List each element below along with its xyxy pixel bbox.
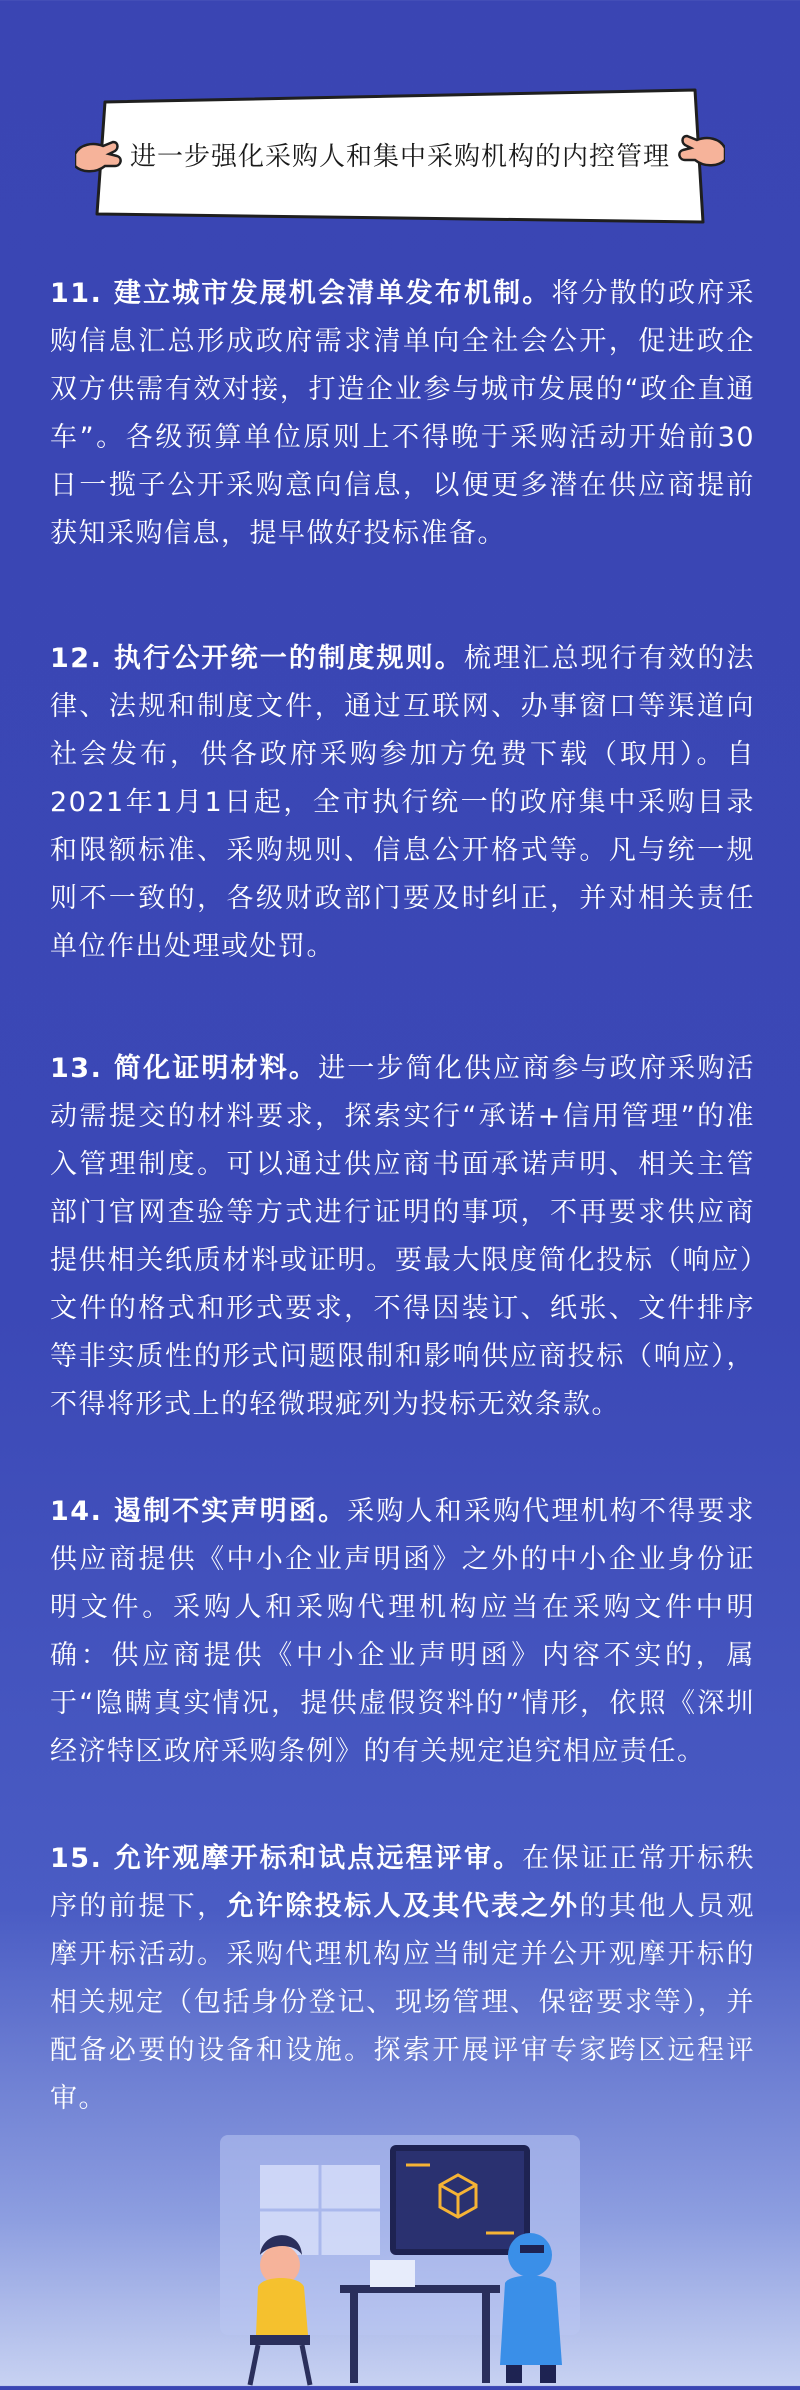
section-12 [50,635,755,971]
banner-title: 进一步强化采购人和集中采购机构的内控管理 [129,142,670,172]
section-13 [50,1045,755,1429]
section-15 [50,1835,755,2123]
section-body: 梳理汇总现行有效的法律、法规和制度文件，通过互联网、办事窗口等渠道向社会发布，供各政府采购参加方免费下载（取用）。自2021年1月1日起，全市执行统一的政府集中采购目录和限额标准、采购规则、信息公开格式等。凡与统一规则不一致的，各级财政部门要及时纠正，并对相关责任单位作出处理或处罚。 [50,643,756,962]
section-heading: 11. 建立城市发展机会清单发布机制。 [50,278,552,309]
section-heading: 13. 简化证明材料。 [50,1053,319,1084]
section-body: 进一步简化供应商参与政府采购活动需提交的材料要求，探索实行“承诺+信用管理”的准入管理制度。可以通过供应商书面承诺声明、相关主管部门官网查验等方式进行证明的事项，不再要求供应商提供相关纸质材料或证明。要最大限度简化投标（响应）文件的格式和形式要求，不得因装订、纸张、文件排序等非实质性的形式问题限制和影响供应商投标（响应），不得将形式上的轻微瑕疵列为投标无效条款。 [50,1053,756,1420]
section-14 [50,1488,755,1776]
title-banner [75,82,725,232]
office-illustration [200,2115,620,2386]
section-body: 的其他人员观摩开标活动。采购代理机构应当制定并公开观摩开标的相关规定（包括身份登记、现场管理、保密要求等），并配备必要的设备和设施。探索开展评审专家跨区远程评审。 [50,1891,756,2114]
section-body: 在保证正常开标秩序的前提下， [50,1843,755,1922]
section-body: 采购人和采购代理机构不得要求供应商提供《中小企业声明函》之外的中小企业身份证明文件。采购人和采购代理机构应当在采购文件中明确：供应商提供《中小企业声明函》内容不实的，属于“隐瞒真实情况，提供虚假资料的”情形，依照《深圳经济特区政府采购条例》的有关规定追究相应责任。 [50,1496,756,1767]
section-heading: 15. 允许观摩开标和试点远程评审。 [50,1843,523,1874]
section-11 [50,270,755,558]
section-heading: 12. 执行公开统一的制度规则。 [50,643,464,674]
section-body: 将分散的政府采购信息汇总形成政府需求清单向全社会公开，促进政企双方供需有效对接，打造企业参与城市发展的“政企直通车”。各级预算单位原则上不得晚于采购活动开始前30日一揽子公开采购意向信息，以便更多潜在供应商提前获知采购信息，提早做好投标准备。 [50,278,755,549]
section-heading: 14. 遏制不实声明函。 [50,1496,348,1527]
section-body-bold: 允许除投标人及其代表之外 [226,1891,580,1922]
